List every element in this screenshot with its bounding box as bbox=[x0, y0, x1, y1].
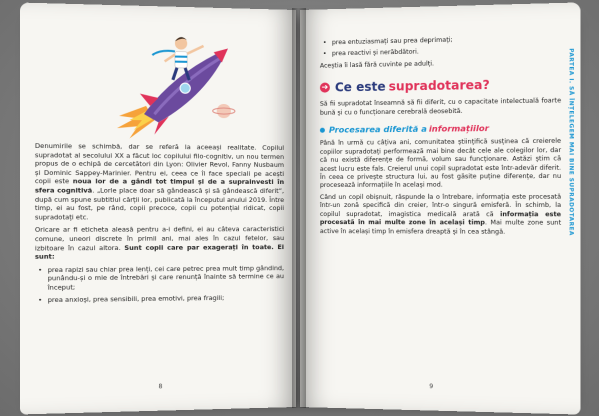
right-page bbox=[300, 2, 580, 414]
traits-list-continued bbox=[320, 34, 561, 59]
definition-paragraph: Să fii supradotat înseamnă să fii diferit, cu o capacitate intelectuală foarte bună și cu o funcționare cerebrală deosebită. bbox=[319, 97, 562, 117]
arrow-right-icon: ➜ bbox=[321, 82, 329, 92]
right-page-body bbox=[320, 32, 561, 240]
characteristics-paragraph: Oricare ar fi eticheta aleasă pentru a-i defini, ei au câteva caracteristici comune, uneori discrete în primii ani, mai ales în cazul fetelor, sau izbitoare în cazul altora. Sunt copii care par exagerați în toate. Ei sunt: bbox=[34, 225, 285, 261]
left-page-body bbox=[35, 142, 284, 308]
page-number-right: 9 bbox=[429, 383, 434, 391]
adults-line: Aceștia îi lasă fără cuvinte pe adulți. bbox=[319, 60, 435, 70]
list-item: • prea reactivi și nerăbdători. bbox=[320, 46, 561, 60]
traits-list bbox=[35, 264, 284, 305]
running-side-title: PARTEA I. SĂ ÎNȚELEGEM MAI BINE SUPRADOTAREA bbox=[567, 48, 574, 236]
bullet-dot-icon bbox=[320, 127, 325, 132]
subsection-heading: Procesarea diferită a informațiilor bbox=[320, 123, 561, 134]
planet-icon bbox=[213, 104, 235, 118]
intro-paragraph: Denumirile se schimbă, dar se referă la aceeași realitate. Copilul supradotat al secolului XX a făcut loc copilului filo-cognitiv, un nou termen propus de o echipă de cercetători din Lyon: Olivier Revol, Fanny Nusbaum și Dominic Sappey-Marinier. Pentru ei, ceea ce îi face speciali pe acești copii este noua lor de a gândi tot timpul și de a suprainvesti în sfera cognitivă. „Lorle place doar să gândească și să gândească diferit”, după cum spune subtitlul cărții lor, publicată la începutul anului 2019. Între timp, ei au fost, pe rând, copii precoce, copii cu potențial ridicat, copii supradotați etc. bbox=[34, 141, 285, 222]
research-paragraph: Până în urmă cu câțiva ani, comunitatea științifică susținea că creierele copiilor supradotați performează mai bine decât cele ale colegilor lor, dar că nu există diferențe de formă, volum sau funcționare. Astăzi știm că acest lucru este fals. Creierul unui copil supradotat este într-adevăr diferit. În ceea ce privește structura lui, au fost găsite puține diferențe, dar nu procesează informațiile în același mod. bbox=[319, 138, 562, 190]
list-item: • prea anxioși, prea sensibili, prea emotivi, prea fragili; bbox=[35, 293, 284, 305]
book-gutter bbox=[292, 8, 306, 408]
processing-paragraph: Când un copil obișnuit, răspunde la o întrebare, informația este procesată într-un zonă specifică din creier, într-o singură emisferă. În schimb, la copilul supradotat, imagistica medicală arată că informația este procesată în mai multe zone în același timp. Mai multe zone sunt active în același timp în emisfera dreaptă și în cea stângă. bbox=[319, 193, 562, 236]
list-item: • prea rapizi sau chiar prea lenți, cei care petrec prea mult timp gândind, punându-și o mie de întrebări și care renunță înainte să termine ce au început; bbox=[35, 264, 284, 293]
left-page bbox=[20, 3, 296, 415]
section-heading: ➜ Ce este supradotarea? bbox=[321, 77, 490, 95]
rocket-boy-illustration bbox=[113, 19, 246, 143]
list-item: • prea entuziasmați sau prea deprimați; bbox=[320, 34, 561, 48]
page-number-left: 8 bbox=[158, 383, 163, 391]
